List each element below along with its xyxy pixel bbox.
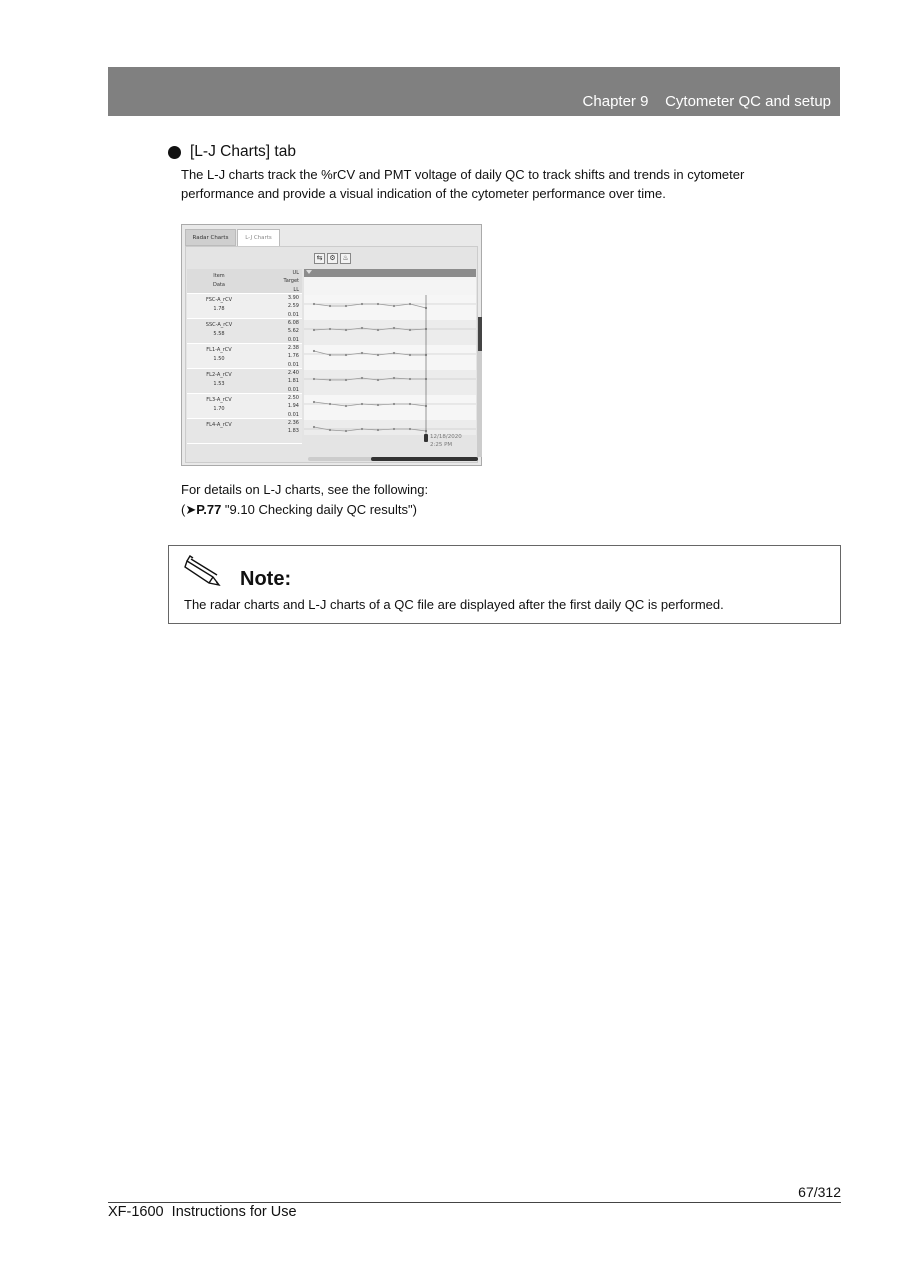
data-header-label: Data	[213, 282, 225, 288]
plot-row-band	[304, 370, 476, 395]
lj-data-point[interactable]	[393, 428, 395, 430]
limit-ul: 2.50	[287, 395, 299, 401]
lj-data-point[interactable]	[409, 329, 411, 331]
lj-plot-svg	[304, 269, 476, 435]
item-data: 5.58	[213, 331, 225, 337]
lj-data-point[interactable]	[393, 377, 395, 379]
lj-data-point[interactable]	[329, 328, 331, 330]
lj-data-point[interactable]	[377, 329, 379, 331]
page-number: 67/312	[798, 1184, 841, 1200]
table-row-item	[187, 419, 251, 444]
date-cursor-handle[interactable]	[424, 434, 428, 442]
item-data: 1.70	[213, 406, 225, 412]
item-name: FL3-A_rCV	[206, 397, 232, 403]
lj-data-point[interactable]	[345, 379, 347, 381]
section-title: [L-J Charts] tab	[190, 143, 296, 160]
description-line-1: The L-J charts track the %rCV and PMT voltage of daily QC to track shifts and trends in cytometer	[181, 167, 745, 182]
plot-row-band	[304, 295, 476, 320]
description-line-2: performance and provide a visual indication of the cytometer performance over time.	[181, 186, 666, 201]
lj-data-point[interactable]	[393, 327, 395, 329]
lj-data-point[interactable]	[409, 354, 411, 356]
lj-data-point[interactable]	[313, 378, 315, 380]
tab-radar-charts[interactable]: Radar Charts	[185, 229, 236, 246]
settings-icon[interactable]: ⚙	[327, 253, 338, 264]
limit-target: 1.81	[287, 378, 299, 385]
item-name: FL2-A_rCV	[206, 372, 232, 378]
vertical-scrollbar-thumb[interactable]	[478, 317, 482, 351]
table-row-limits	[251, 319, 302, 344]
target-header-label: Target	[283, 278, 299, 285]
limit-target: 5.62	[287, 328, 299, 335]
chapter-header-bar	[108, 67, 840, 116]
lj-data-point[interactable]	[345, 430, 347, 432]
lj-data-point[interactable]	[361, 352, 363, 354]
lj-data-point[interactable]	[345, 329, 347, 331]
lj-data-point[interactable]	[361, 377, 363, 379]
limit-ll: 0.01	[287, 386, 299, 393]
lj-data-point[interactable]	[409, 428, 411, 430]
lj-data-point[interactable]	[377, 404, 379, 406]
table-row-limits	[251, 369, 302, 394]
lj-data-point[interactable]	[313, 303, 315, 305]
chapter-title: Chapter 9 Cytometer QC and setup	[582, 93, 831, 110]
table-row-item	[187, 394, 251, 419]
manual-title: XF-1600 Instructions for Use	[108, 1204, 297, 1220]
table-row-limits	[251, 344, 302, 369]
lj-data-point[interactable]	[313, 329, 315, 331]
collapse-arrow-icon[interactable]	[306, 270, 312, 274]
lj-plot-area	[304, 269, 476, 435]
tab-lj-charts[interactable]: L-J Charts	[237, 229, 280, 246]
arrow-icon: (➤	[181, 502, 197, 517]
lj-data-point[interactable]	[345, 354, 347, 356]
limit-ul: 6.08	[287, 320, 299, 326]
lj-data-point[interactable]	[377, 429, 379, 431]
lj-data-point[interactable]	[345, 305, 347, 307]
limit-ul: 3.90	[287, 295, 299, 301]
lj-data-point[interactable]	[361, 403, 363, 405]
item-name: FL4-A_rCV	[206, 422, 232, 428]
lj-data-point[interactable]	[361, 428, 363, 430]
lj-data-point[interactable]	[377, 303, 379, 305]
lj-data-point[interactable]	[345, 405, 347, 407]
lj-data-point[interactable]	[329, 354, 331, 356]
item-header	[187, 269, 251, 294]
chart-toggle-icon[interactable]: ⇆	[314, 253, 325, 264]
note-text: The radar charts and L-J charts of a QC file are displayed after the first daily QC is performed.	[184, 597, 724, 612]
reference-paragraph	[181, 480, 428, 520]
lj-data-point[interactable]	[313, 350, 315, 352]
item-name: FSC-A_rCV	[205, 297, 233, 303]
lj-chart-panel	[185, 246, 478, 463]
bullet-icon	[168, 146, 181, 159]
table-row-item	[187, 344, 251, 369]
pencil-icon	[183, 553, 229, 589]
limit-target: 1.76	[287, 353, 299, 360]
filter-icon[interactable]: ♨	[340, 253, 351, 264]
limit-ll: 0.01	[287, 361, 299, 368]
lj-data-point[interactable]	[377, 354, 379, 356]
lj-data-point[interactable]	[313, 426, 315, 428]
date-cursor-label	[430, 433, 462, 449]
item-data: 1.53	[213, 381, 225, 387]
limit-ul: 2.38	[287, 345, 299, 351]
lj-data-point[interactable]	[377, 379, 379, 381]
table-row-item	[187, 369, 251, 394]
lj-data-point[interactable]	[329, 429, 331, 431]
date-cursor-date: 12/18/2020	[430, 434, 462, 440]
plot-row-band	[304, 345, 476, 370]
lj-data-point[interactable]	[329, 403, 331, 405]
limit-ll: 0.01	[287, 336, 299, 343]
lj-data-point[interactable]	[329, 305, 331, 307]
horizontal-scrollbar-thumb[interactable]	[371, 457, 478, 461]
table-row-item	[187, 294, 251, 319]
lj-charts-screenshot	[181, 224, 482, 466]
lj-data-point[interactable]	[393, 305, 395, 307]
lj-data-point[interactable]	[361, 303, 363, 305]
lj-data-point[interactable]	[313, 401, 315, 403]
limit-ul: 2.36	[287, 420, 299, 426]
limit-ll: 0.01	[287, 311, 299, 318]
table-row-item	[187, 319, 251, 344]
limit-target: 1.94	[287, 403, 299, 410]
item-data: 1.78	[213, 306, 225, 312]
lj-data-point[interactable]	[361, 327, 363, 329]
table-row-limits	[251, 394, 302, 419]
item-data: 1.50	[213, 356, 225, 362]
limit-target: 2.59	[287, 303, 299, 310]
footer-divider	[108, 1202, 841, 1203]
reference-link[interactable]	[181, 500, 428, 520]
note-box	[168, 545, 841, 624]
reference-intro: For details on L-J charts, see the following:	[181, 482, 429, 497]
date-cursor-time: 2:25 PM	[430, 442, 453, 448]
lj-data-point[interactable]	[329, 379, 331, 381]
limit-ul: 2.40	[287, 370, 299, 376]
reference-page[interactable]: P.77	[196, 502, 222, 517]
item-header-label: Item	[213, 273, 225, 279]
section-description	[181, 165, 821, 203]
note-title: Note:	[240, 568, 292, 590]
lj-data-point[interactable]	[409, 403, 411, 405]
table-row-limits	[251, 419, 302, 444]
lj-data-point[interactable]	[409, 303, 411, 305]
table-row-limits	[251, 294, 302, 319]
limit-ll: 0.01	[287, 411, 299, 418]
lj-data-point[interactable]	[409, 378, 411, 380]
ul-header-label: UL	[292, 270, 299, 276]
ll-header-label: LL	[293, 286, 299, 293]
plot-row-band	[304, 395, 476, 420]
reference-target[interactable]: "9.10 Checking daily QC results")	[221, 502, 417, 517]
lj-data-point[interactable]	[393, 352, 395, 354]
lj-data-point[interactable]	[393, 403, 395, 405]
item-name: SSC-A_rCV	[205, 322, 233, 328]
limit-target: 1.83	[287, 428, 299, 435]
limits-header	[251, 269, 302, 294]
plot-row-band	[304, 320, 476, 345]
item-name: FL1-A_rCV	[206, 347, 232, 353]
